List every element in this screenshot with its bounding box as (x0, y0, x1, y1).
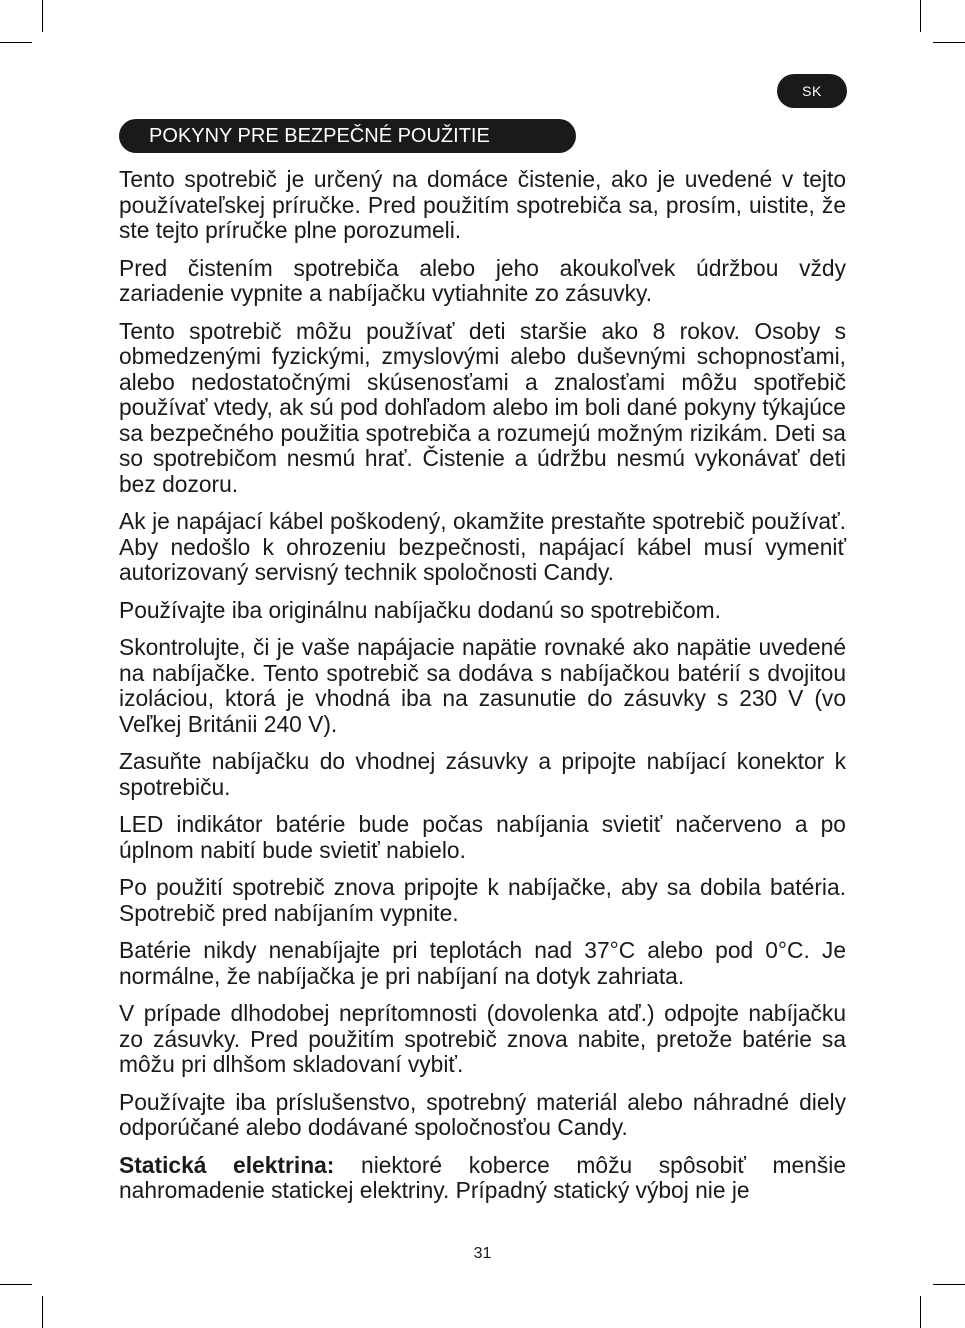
language-badge: SK (777, 74, 847, 108)
paragraph: Ak je napájací kábel poškodený, okamžite prestaňte spotrebič používať. Aby nedošlo k ohrozeniu bezpečnosti, napájací kábel musí vymeniť autorizovaný servisný technik spoločnosti Candy. (119, 508, 846, 585)
paragraph: Tento spotrebič je určený na domáce čistenie, ako je uvedené v tejto používateľskej príručke. Pred použitím spotrebiča sa, prosím, uistite, že ste tejto príručke plne porozumeli. (119, 166, 846, 243)
crop-mark-top-left-v (42, 0, 43, 32)
paragraph: Zasuňte nabíjačku do vhodnej zásuvky a pripojte nabíjací konektor k spotrebiču. (119, 748, 846, 800)
crop-mark-bottom-left-h (0, 1284, 32, 1285)
page-number: 31 (473, 1245, 492, 1262)
document-body (119, 167, 846, 1216)
paragraph: Batérie nikdy nenabíjajte pri teplotách nad 37°C alebo pod 0°C. Je normálne, že nabíjačka je pri nabíjaní na dotyk zahriata. (119, 937, 846, 989)
paragraph: Skontrolujte, či je vaše napájacie napätie rovnaké ako napätie uvedené na nabíjačke. Tento spotrebič sa dodáva s nabíjačkou batérií s dvojitou izoláciou, ktorá je vhodná iba na zasunutie do zásuvky s 230 V (vo Veľkej Británii 240 V). (119, 634, 846, 737)
paragraph: LED indikátor batérie bude počas nabíjania svietiť načerveno a po úplnom nabití bude svietiť nabielo. (119, 811, 846, 863)
static-electricity-text: niektoré koberce môžu spôsobiť menšie nahromadenie statickej elektriny. Prípadný statický výboj nie je (119, 1151, 846, 1203)
paragraph: Tento spotrebič môžu používať deti staršie ako 8 rokov. Osoby s obmedzenými fyzickými, zmyslovými alebo duševnými schopnosťami, alebo nedostatočnými skúsenosťami a znalosťami môžu spotřebič používať vtedy, ak sú pod dohľadom alebo im boli dané pokyny týkajúce sa bezpečného použitia spotrebiča a rozumejú možným rizikám. Deti sa so spotrebičom nesmú hrať. Čistenie a údržbu nesmú vykonávať deti bez dozoru. (119, 317, 846, 497)
paragraph: Po použití spotrebič znova pripojte k nabíjačke, aby sa dobila batéria. Spotrebič pred nabíjaním vypnite. (119, 874, 846, 926)
static-electricity-paragraph (119, 1153, 846, 1204)
crop-mark-top-left-h (0, 42, 32, 43)
section-title: POKYNY PRE BEZPEČNÉ POUŽITIE (119, 119, 576, 153)
paragraph: Používajte iba príslušenstvo, spotrebný materiál alebo náhradné diely odporúčané alebo dodávané spoločnosťou Candy. (119, 1088, 846, 1140)
paragraph: V prípade dlhodobej neprítomnosti (dovolenka atď.) odpojte nabíjačku zo zásuvky. Pred použitím spotrebič znova nabite, pretože batérie sa môžu pri dlhšom skladovaní vybiť. (119, 1000, 846, 1077)
crop-mark-bottom-left-v (42, 1296, 43, 1328)
crop-mark-bottom-right-h (933, 1284, 965, 1285)
crop-mark-bottom-right-v (920, 1296, 921, 1328)
static-electricity-label: Statická elektrina: (119, 1151, 335, 1178)
crop-mark-top-right-v (920, 0, 921, 32)
crop-mark-top-right-h (933, 42, 965, 43)
paragraph: Pred čistením spotrebiča alebo jeho akoukoľvek údržbou vždy zariadenie vypnite a nabíjačku vytiahnite zo zásuvky. (119, 254, 846, 306)
paragraph: Používajte iba originálnu nabíjačku dodanú so spotrebičom. (119, 596, 721, 623)
